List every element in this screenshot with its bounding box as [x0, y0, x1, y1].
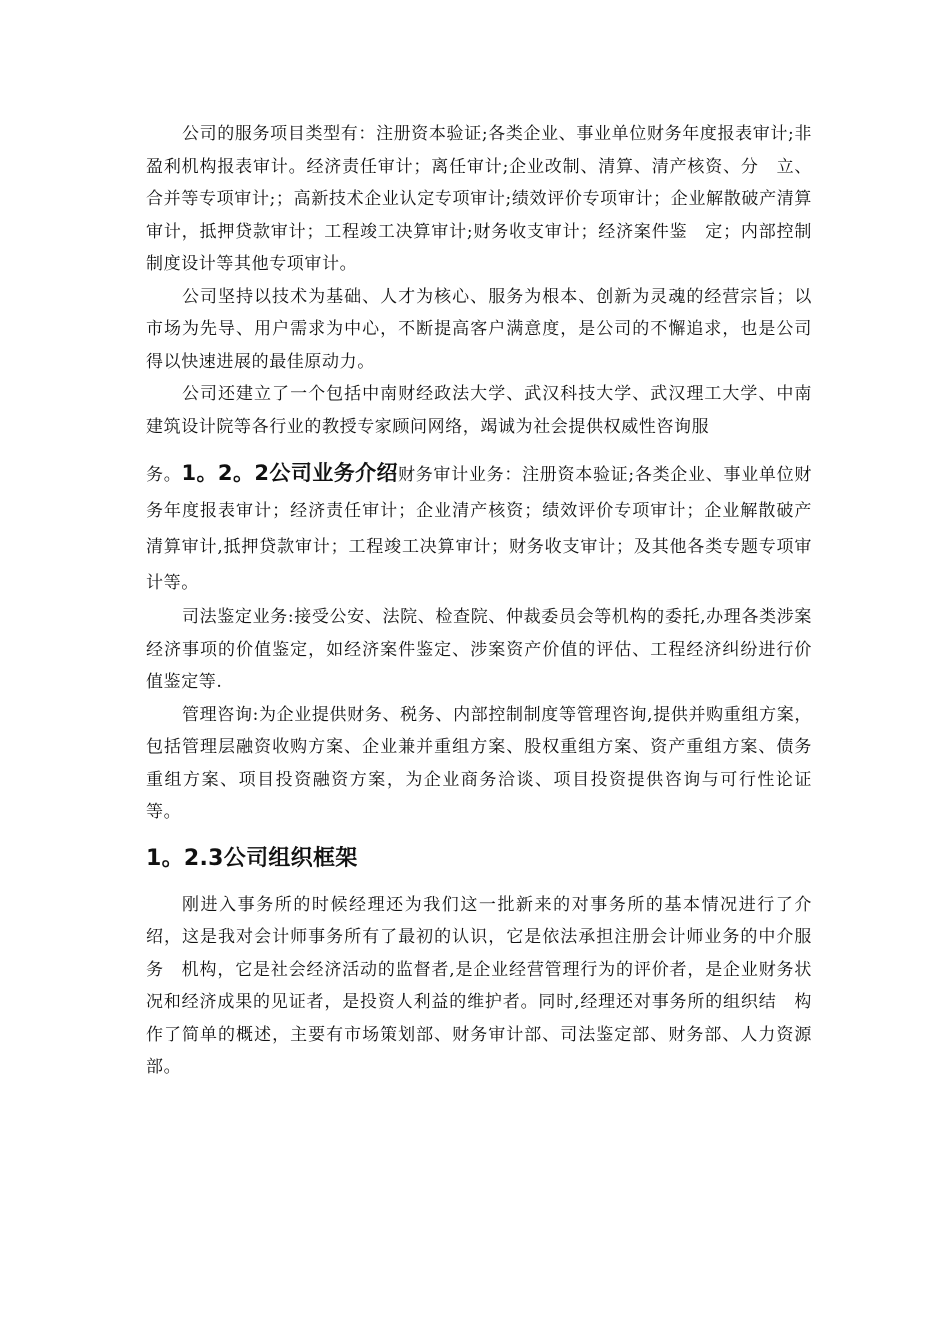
management-consulting-paragraph: 管理咨询:为企业提供财务、税务、内部控制制度等管理咨询,提供并购重组方案，包括管理层融资收购方案、企业兼并重组方案、股权重组方案、资产重组方案、债务重组方案、项目投资融资方案，为企业商务洽谈、项目投资提供咨询与可行性论证等。 — [146, 704, 812, 822]
network-paragraph-tail: 务。 — [146, 465, 182, 485]
judicial-appraisal-paragraph: 司法鉴定业务:接受公安、法院、检查院、仲裁委员会等机构的委托,办理各类涉案经济事项的价值鉴定，如经济案件鉴定、涉案资产价值的评估、工程经济纠纷进行价值鉴定等. — [146, 607, 812, 692]
organization-paragraph: 刚进入事务所的时候经理还为我们这一批新来的对事务所的基本情况进行了介绍，这是我对会计师事务所有了最初的认识，它是依法承担注册会计师业务的中介服务 机构，它是社会经济活动的监督者,是企业经营管理行为的评价者，是企业财务状况和经济成果的见证者，是投资人利益的维护者。同时,经理还对事务所的组织结 构作了简单的概述，主要有市场策划部、财务审计部、司法鉴定部、财务部、人力资源部。 — [146, 894, 812, 1077]
services-paragraph: 公司的服务项目类型有：注册资本验证;各类企业、事业单位财务年度报表审计;非盈利机构报表审计。经济责任审计；离任审计;企业改制、清算、清产核资、分 立、合并等专项审计;；高新技术企业认定专项审计;绩效评价专项审计；企业解散破产清算审计，抵押贷款审计；工程竣工决算审计;财务收支审计；经济案件鉴 定；内部控制制度设计等其他专项审计。 — [146, 124, 812, 274]
section-1-2-3-heading: 1。2.3公司组织框架 — [146, 845, 358, 871]
document-page — [146, 118, 812, 1084]
philosophy-paragraph: 公司坚持以技术为基础、人才为核心、服务为根本、创新为灵魂的经营宗旨；以市场为先导、用户需求为中心，不断提高客户满意度，是公司的不懈追求，也是公司得以快速进展的最佳原动力。 — [146, 286, 812, 372]
business-intro-paragraph — [146, 455, 812, 601]
section-1-2-2-heading: 1。2。2公司业务介绍 — [181, 461, 398, 485]
audit-business-text: 财务审计业务：注册资本验证;各类企业、事业单位财务年度报表审计；经济责任审计；企业清产核资；绩效评价专项审计；企业解散破产清算审计,抵押贷款审计；工程竣工决算审计；财务收支审计；及其他各类专题专项审计等。 — [146, 465, 812, 593]
network-paragraph: 公司还建立了一个包括中南财经政法大学、武汉科技大学、武汉理工大学、中南建筑设计院等各行业的教授专家顾问网络，竭诚为社会提供权威性咨询服 — [146, 384, 812, 437]
